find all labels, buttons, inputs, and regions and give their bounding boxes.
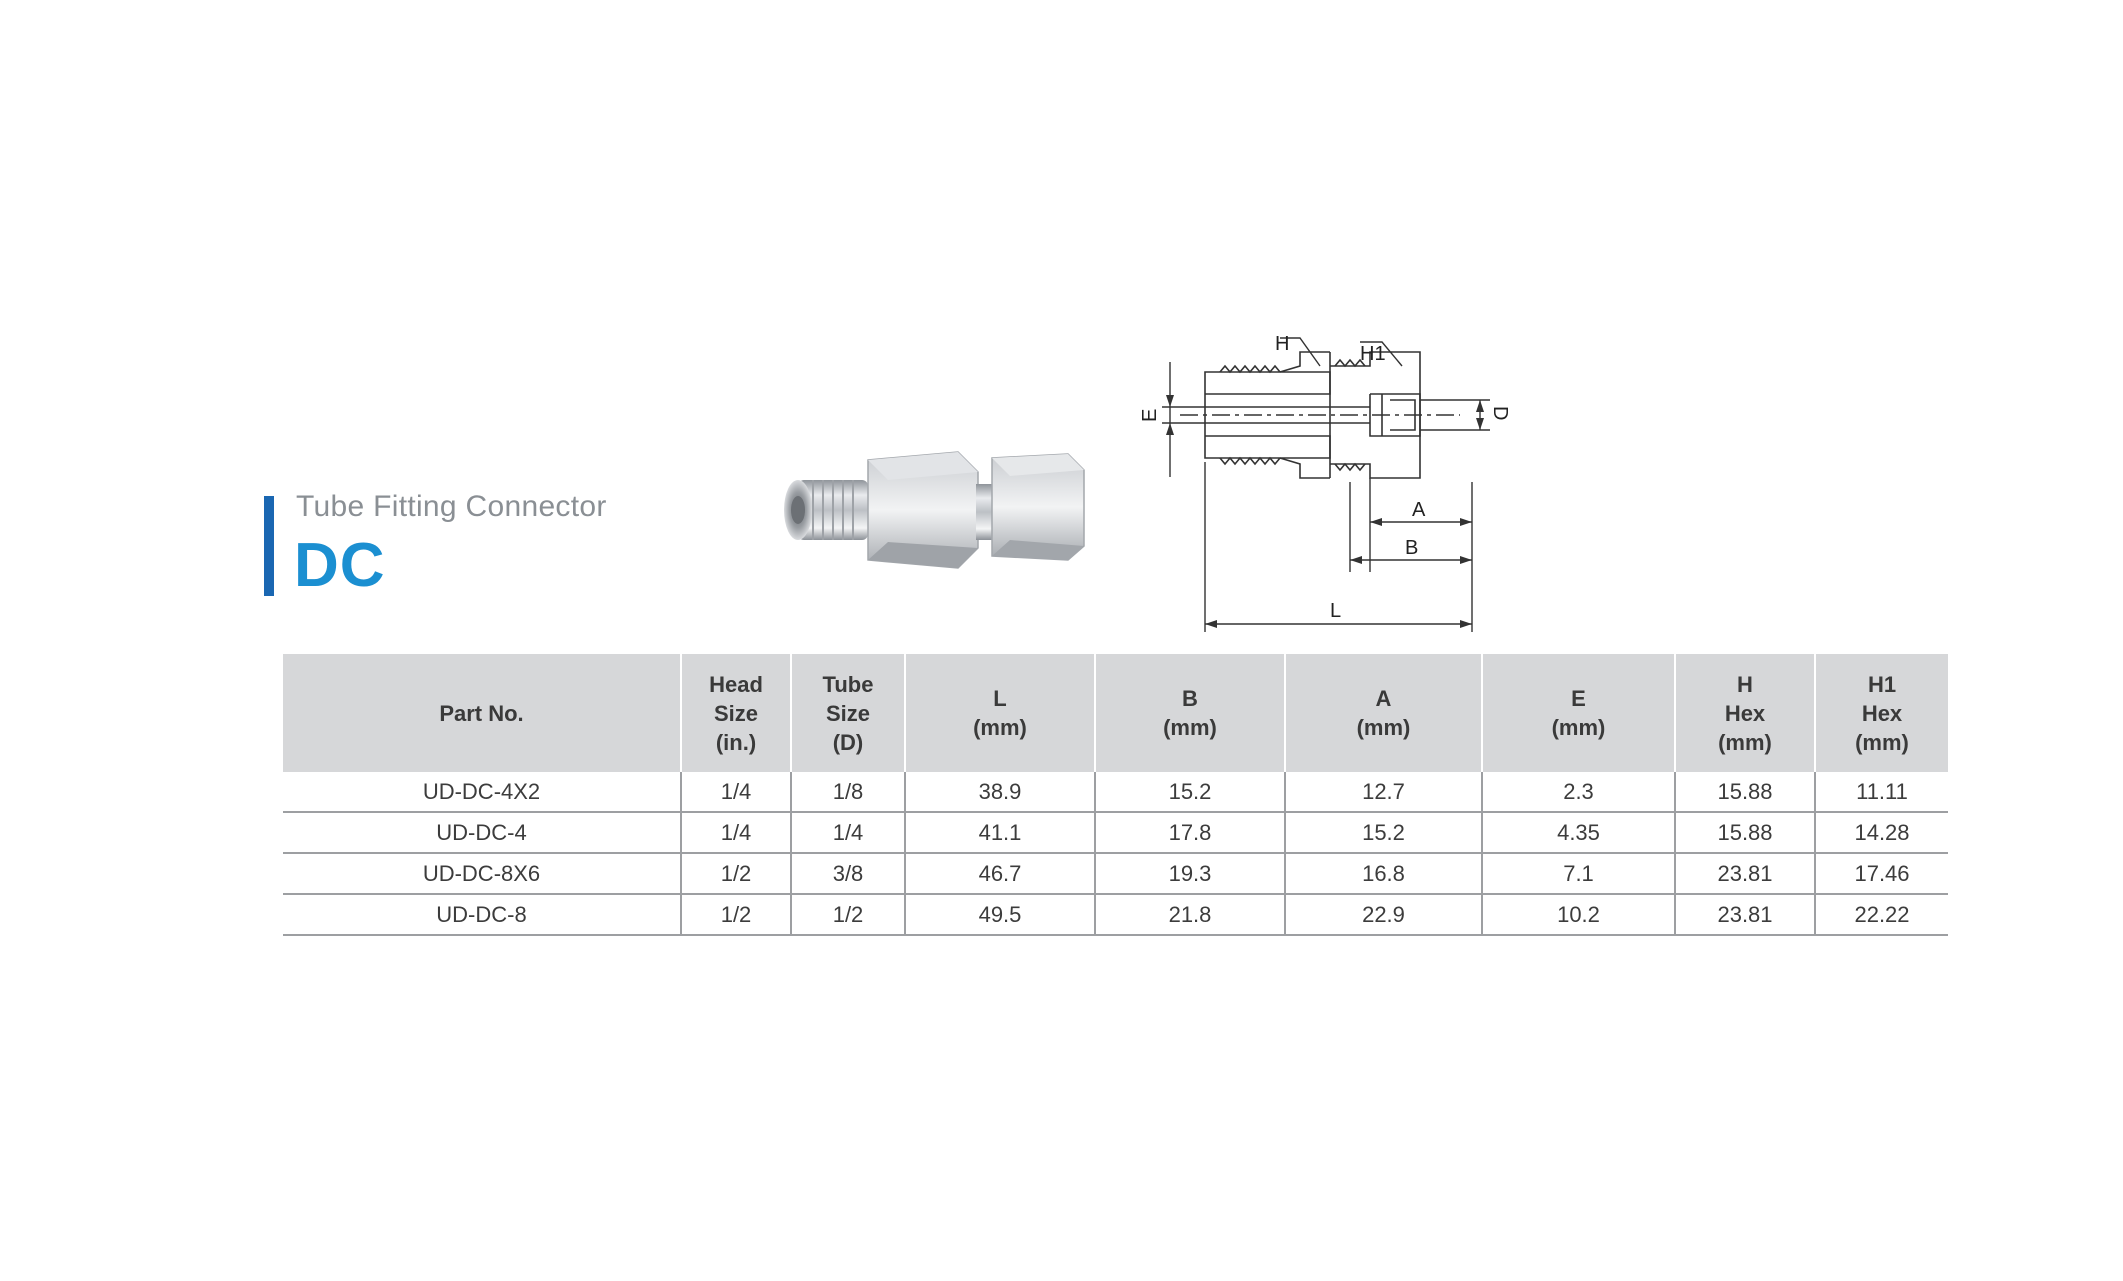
column-header-line: B <box>1182 686 1198 711</box>
column-header-line: Size <box>825 700 871 726</box>
cell-a-mm: 15.2 <box>1285 812 1482 853</box>
cell-tube-size: 3/8 <box>791 853 905 894</box>
accent-bar <box>264 496 274 596</box>
cell-tube-size: 1/2 <box>791 894 905 935</box>
cell-e-mm: 2.3 <box>1482 772 1675 812</box>
cell-b-mm: 15.2 <box>1095 772 1285 812</box>
column-header-part-no <box>283 654 681 772</box>
cell-l-mm: 49.5 <box>905 894 1095 935</box>
label-h: H <box>1275 333 1290 355</box>
table-row <box>283 853 1948 894</box>
cell-part-no: UD-DC-8X6 <box>283 853 681 894</box>
cell-a-mm: 22.9 <box>1285 894 1482 935</box>
column-header-a-mm <box>1285 654 1482 772</box>
cell-b-mm: 17.8 <box>1095 812 1285 853</box>
cell-b-mm: 19.3 <box>1095 853 1285 894</box>
column-header-h-hex <box>1675 654 1815 772</box>
cell-head-size: 1/2 <box>681 894 791 935</box>
column-header-head-size <box>681 654 791 772</box>
column-header-line: (D) <box>832 729 864 755</box>
table-row <box>283 772 1948 812</box>
column-header-h1-hex <box>1815 654 1948 772</box>
column-header-l-mm <box>905 654 1095 772</box>
cell-h-hex: 23.81 <box>1675 853 1815 894</box>
table-row <box>283 812 1948 853</box>
column-header-line: E <box>1571 686 1586 711</box>
cell-part-no: UD-DC-4X2 <box>283 772 681 812</box>
column-header-line: Part No. <box>439 700 524 726</box>
column-header-b-mm <box>1095 654 1285 772</box>
column-header-line: Size <box>713 700 759 726</box>
fitting-photo <box>778 432 1088 582</box>
cell-head-size: 1/2 <box>681 853 791 894</box>
column-header-tube-size <box>791 654 905 772</box>
label-d: D <box>1489 406 1511 421</box>
column-header-line: Tube <box>822 671 874 697</box>
cell-h1-hex: 22.22 <box>1815 894 1948 935</box>
fitting-body <box>784 452 1084 568</box>
label-l: L <box>1330 600 1342 622</box>
cell-head-size: 1/4 <box>681 812 791 853</box>
column-header-line: (mm) <box>1718 729 1772 755</box>
cell-l-mm: 46.7 <box>905 853 1095 894</box>
cell-tube-size: 1/8 <box>791 772 905 812</box>
product-subtitle: Tube Fitting Connector <box>296 490 607 523</box>
cell-l-mm: 41.1 <box>905 812 1095 853</box>
column-header-line: (mm) <box>1855 729 1909 755</box>
column-header-line: (mm) <box>1551 715 1606 740</box>
table-body <box>283 772 1948 935</box>
spec-table <box>283 654 1948 936</box>
label-e: E <box>1139 408 1161 422</box>
column-header-line: H <box>1737 671 1753 697</box>
column-header-line: Hex <box>1724 700 1766 726</box>
cell-h1-hex: 11.11 <box>1815 772 1948 812</box>
dimension-lines <box>1162 338 1490 632</box>
dimension-drawing <box>1120 332 1560 642</box>
cell-h1-hex: 14.28 <box>1815 812 1948 853</box>
column-header-line: Head <box>709 671 763 697</box>
cell-part-no: UD-DC-4 <box>283 812 681 853</box>
cell-l-mm: 38.9 <box>905 772 1095 812</box>
cell-b-mm: 21.8 <box>1095 894 1285 935</box>
label-h1: H1 <box>1360 343 1386 365</box>
cell-tube-size: 1/4 <box>791 812 905 853</box>
table-row <box>283 894 1948 935</box>
column-header-line: H1 <box>1867 671 1897 697</box>
label-b: B <box>1405 537 1419 559</box>
column-header-line: L <box>993 686 1007 711</box>
cell-part-no: UD-DC-8 <box>283 894 681 935</box>
column-header-line: Hex <box>1861 700 1903 726</box>
cell-h-hex: 23.81 <box>1675 894 1815 935</box>
cell-a-mm: 12.7 <box>1285 772 1482 812</box>
cell-e-mm: 7.1 <box>1482 853 1675 894</box>
cell-e-mm: 4.35 <box>1482 812 1675 853</box>
cell-e-mm: 10.2 <box>1482 894 1675 935</box>
cell-h1-hex: 17.46 <box>1815 853 1948 894</box>
column-header-line: A <box>1375 686 1392 711</box>
product-title: DC <box>294 531 386 600</box>
cell-h-hex: 15.88 <box>1675 812 1815 853</box>
cell-head-size: 1/4 <box>681 772 791 812</box>
column-header-line: (mm) <box>1356 715 1411 740</box>
column-header-line: (in.) <box>715 729 757 755</box>
table-header-row <box>283 654 1948 772</box>
label-a: A <box>1412 499 1426 521</box>
cell-a-mm: 16.8 <box>1285 853 1482 894</box>
column-header-line: (mm) <box>973 715 1027 740</box>
column-header-line: (mm) <box>1163 715 1217 740</box>
column-header-e-mm <box>1482 654 1675 772</box>
cell-h-hex: 15.88 <box>1675 772 1815 812</box>
